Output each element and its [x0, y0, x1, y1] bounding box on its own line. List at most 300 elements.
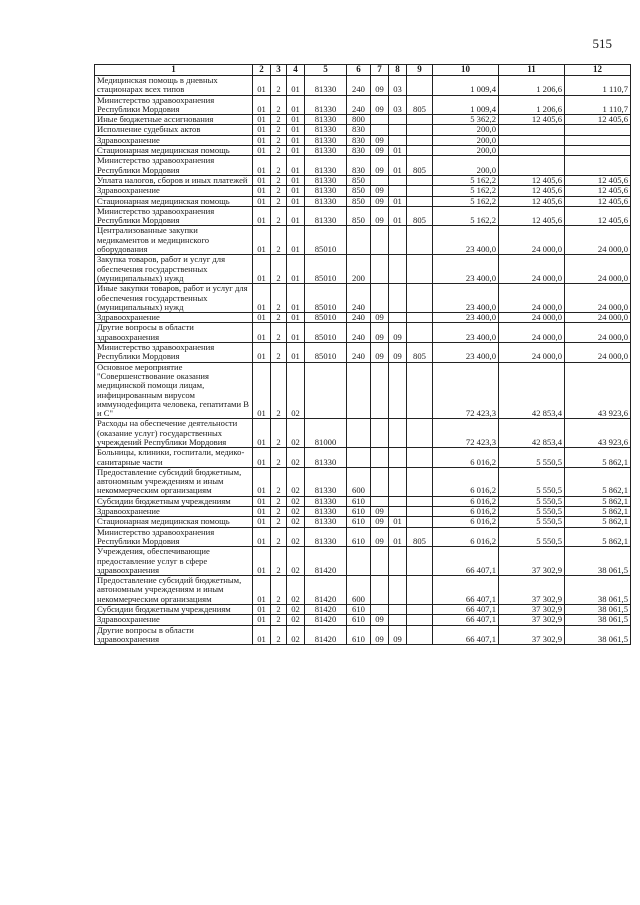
amount-year-2: 42 853,4 [499, 419, 565, 448]
section-code: 01 [253, 95, 271, 115]
amount-year-3: 24 000,0 [565, 255, 631, 284]
table-row [95, 419, 631, 448]
subsection: 01 [389, 146, 407, 156]
amount-year-1: 23 400,0 [433, 284, 499, 313]
section [371, 496, 389, 506]
ministry-code [407, 517, 433, 527]
expense-type-code: 850 [347, 206, 371, 226]
subsection: 01 [389, 527, 407, 547]
subprogram-code: 2 [271, 313, 287, 323]
section-code: 01 [253, 313, 271, 323]
ministry-code [407, 448, 433, 468]
expense-type-code: 830 [347, 125, 371, 135]
subprogram-code: 2 [271, 196, 287, 206]
activity-code: 01 [287, 115, 305, 125]
activity-code: 01 [287, 135, 305, 145]
expense-item-code: 81330 [305, 206, 347, 226]
ministry-code [407, 226, 433, 255]
section [371, 284, 389, 313]
table-row [95, 115, 631, 125]
subprogram-code: 2 [271, 419, 287, 448]
amount-year-3: 38 061,5 [565, 615, 631, 625]
ministry-code [407, 115, 433, 125]
subsection: 01 [389, 196, 407, 206]
amount-year-1: 6 016,2 [433, 527, 499, 547]
amount-year-3: 24 000,0 [565, 284, 631, 313]
column-header: 6 [347, 65, 371, 76]
subprogram-code: 2 [271, 625, 287, 645]
amount-year-3 [565, 135, 631, 145]
column-header: 1 [95, 65, 253, 76]
expense-item-code: 81330 [305, 517, 347, 527]
expense-type-code: 600 [347, 467, 371, 496]
subprogram-code: 2 [271, 448, 287, 468]
row-name: Предоставление субсидий бюджетным, автономным учреждениям и иным некоммерческим организациям [95, 467, 253, 496]
amount-year-1: 200,0 [433, 125, 499, 135]
subsection [389, 125, 407, 135]
amount-year-3: 1 110,7 [565, 76, 631, 96]
subsection [389, 507, 407, 517]
activity-code: 02 [287, 362, 305, 419]
ministry-code [407, 625, 433, 645]
expense-type-code: 240 [347, 284, 371, 313]
expense-item-code: 81330 [305, 95, 347, 115]
row-name: Закупка товаров, работ и услуг для обеспечения государственных (муниципальных) нужд [95, 255, 253, 284]
section [371, 576, 389, 605]
expense-type-code: 240 [347, 76, 371, 96]
amount-year-1: 6 016,2 [433, 517, 499, 527]
activity-code: 02 [287, 527, 305, 547]
row-name: Иные бюджетные ассигнования [95, 115, 253, 125]
expense-type-code: 200 [347, 255, 371, 284]
row-name: Другие вопросы в области здравоохранения [95, 323, 253, 343]
table-row [95, 323, 631, 343]
amount-year-2: 24 000,0 [499, 226, 565, 255]
row-name: Расходы на обеспечение деятельности (оказание услуг) государственных учреждений Республики Мордовия [95, 419, 253, 448]
expense-item-code: 81330 [305, 115, 347, 125]
row-name: Здравоохранение [95, 507, 253, 517]
expense-type-code: 850 [347, 186, 371, 196]
table-row [95, 156, 631, 176]
expense-item-code: 81330 [305, 448, 347, 468]
row-name: Другие вопросы в области здравоохранения [95, 625, 253, 645]
amount-year-1: 66 407,1 [433, 615, 499, 625]
activity-code: 01 [287, 226, 305, 255]
subprogram-code: 2 [271, 95, 287, 115]
amount-year-2: 1 206,6 [499, 76, 565, 96]
expense-type-code: 830 [347, 135, 371, 145]
expense-type-code [347, 419, 371, 448]
amount-year-3: 5 862,1 [565, 448, 631, 468]
subprogram-code: 2 [271, 125, 287, 135]
expense-type-code: 850 [347, 175, 371, 185]
table-row [95, 175, 631, 185]
amount-year-2: 5 550,5 [499, 496, 565, 506]
expense-type-code: 830 [347, 156, 371, 176]
page-number: 515 [592, 36, 612, 51]
row-name: Здравоохранение [95, 615, 253, 625]
amount-year-2: 5 550,5 [499, 517, 565, 527]
row-name: Министерство здравоохранения Республики Мордовия [95, 206, 253, 226]
subprogram-code: 2 [271, 135, 287, 145]
expense-type-code: 610 [347, 615, 371, 625]
amount-year-2: 24 000,0 [499, 343, 565, 363]
amount-year-2: 12 405,6 [499, 175, 565, 185]
subprogram-code: 2 [271, 156, 287, 176]
subsection: 01 [389, 517, 407, 527]
row-name: Субсидии бюджетным учреждениям [95, 496, 253, 506]
subsection [389, 135, 407, 145]
subsection [389, 186, 407, 196]
section-code: 01 [253, 226, 271, 255]
subprogram-code: 2 [271, 496, 287, 506]
table-row [95, 95, 631, 115]
column-header: 11 [499, 65, 565, 76]
amount-year-2: 37 302,9 [499, 547, 565, 576]
section: 09 [371, 527, 389, 547]
row-name: Министерство здравоохранения Республики Мордовия [95, 95, 253, 115]
table-body [95, 76, 631, 645]
activity-code: 01 [287, 255, 305, 284]
amount-year-2: 5 550,5 [499, 467, 565, 496]
activity-code: 02 [287, 517, 305, 527]
table-row [95, 186, 631, 196]
subsection [389, 313, 407, 323]
section [371, 115, 389, 125]
amount-year-3: 38 061,5 [565, 547, 631, 576]
amount-year-2: 5 550,5 [499, 448, 565, 468]
row-name: Министерство здравоохранения Республики Мордовия [95, 527, 253, 547]
row-name: Централизованные закупки медикаментов и медицинского оборудования [95, 226, 253, 255]
activity-code: 02 [287, 419, 305, 448]
ministry-code [407, 507, 433, 517]
amount-year-1: 66 407,1 [433, 547, 499, 576]
amount-year-3: 43 923,6 [565, 419, 631, 448]
amount-year-1: 200,0 [433, 146, 499, 156]
expense-item-code: 81330 [305, 507, 347, 517]
activity-code: 02 [287, 605, 305, 615]
section-code: 01 [253, 527, 271, 547]
amount-year-3: 38 061,5 [565, 625, 631, 645]
section [371, 175, 389, 185]
section-code: 01 [253, 605, 271, 615]
subsection [389, 362, 407, 419]
amount-year-1: 66 407,1 [433, 605, 499, 615]
column-header: 2 [253, 65, 271, 76]
expense-item-code: 81420 [305, 625, 347, 645]
subsection [389, 284, 407, 313]
section-code: 01 [253, 615, 271, 625]
subprogram-code: 2 [271, 206, 287, 226]
amount-year-3: 5 862,1 [565, 527, 631, 547]
section: 09 [371, 186, 389, 196]
expense-item-code [305, 362, 347, 419]
activity-code: 01 [287, 323, 305, 343]
row-name: Больницы, клиники, госпитали, медико-санитарные части [95, 448, 253, 468]
amount-year-3: 12 405,6 [565, 186, 631, 196]
row-name: Иные закупки товаров, работ и услуг для обеспечения государственных (муниципальных) нужд [95, 284, 253, 313]
ministry-code [407, 146, 433, 156]
expense-type-code: 610 [347, 605, 371, 615]
amount-year-3: 5 862,1 [565, 517, 631, 527]
expense-item-code: 81000 [305, 419, 347, 448]
amount-year-1: 5 362,2 [433, 115, 499, 125]
table-row [95, 226, 631, 255]
section-code: 01 [253, 115, 271, 125]
expense-type-code: 610 [347, 527, 371, 547]
table-row [95, 625, 631, 645]
amount-year-1: 6 016,2 [433, 467, 499, 496]
table-row [95, 507, 631, 517]
section-code: 01 [253, 576, 271, 605]
amount-year-2: 37 302,9 [499, 576, 565, 605]
expense-item-code: 81420 [305, 576, 347, 605]
table-row [95, 135, 631, 145]
ministry-code [407, 313, 433, 323]
section-code: 01 [253, 625, 271, 645]
expense-item-code: 81330 [305, 196, 347, 206]
subprogram-code: 2 [271, 615, 287, 625]
table-row [95, 615, 631, 625]
activity-code: 02 [287, 496, 305, 506]
expense-item-code: 81330 [305, 135, 347, 145]
table-row [95, 605, 631, 615]
expense-item-code: 85010 [305, 323, 347, 343]
ministry-code [407, 615, 433, 625]
column-header: 5 [305, 65, 347, 76]
section-code: 01 [253, 284, 271, 313]
subsection [389, 175, 407, 185]
subprogram-code: 2 [271, 115, 287, 125]
section: 09 [371, 95, 389, 115]
column-header: 8 [389, 65, 407, 76]
activity-code: 01 [287, 146, 305, 156]
activity-code: 02 [287, 615, 305, 625]
subprogram-code: 2 [271, 76, 287, 96]
ministry-code [407, 284, 433, 313]
amount-year-1: 1 009,4 [433, 76, 499, 96]
expense-type-code: 240 [347, 323, 371, 343]
amount-year-3: 1 110,7 [565, 95, 631, 115]
table-row [95, 547, 631, 576]
table-row [95, 576, 631, 605]
activity-code: 02 [287, 576, 305, 605]
amount-year-2 [499, 146, 565, 156]
expense-type-code [347, 362, 371, 419]
row-name: Стационарная медицинская помощь [95, 517, 253, 527]
row-name: Исполнение судебных актов [95, 125, 253, 135]
amount-year-3 [565, 146, 631, 156]
subsection [389, 115, 407, 125]
activity-code: 02 [287, 448, 305, 468]
amount-year-2: 24 000,0 [499, 313, 565, 323]
amount-year-2: 1 206,6 [499, 95, 565, 115]
subprogram-code: 2 [271, 226, 287, 255]
ministry-code [407, 576, 433, 605]
section-code: 01 [253, 323, 271, 343]
ministry-code [407, 135, 433, 145]
ministry-code [407, 196, 433, 206]
subprogram-code: 2 [271, 175, 287, 185]
table-row [95, 255, 631, 284]
ministry-code [407, 76, 433, 96]
section: 09 [371, 146, 389, 156]
activity-code: 01 [287, 95, 305, 115]
ministry-code [407, 467, 433, 496]
amount-year-1: 5 162,2 [433, 196, 499, 206]
ministry-code: 805 [407, 206, 433, 226]
table-row [95, 146, 631, 156]
row-name: Стационарная медицинская помощь [95, 146, 253, 156]
column-header: 9 [407, 65, 433, 76]
activity-code: 01 [287, 76, 305, 96]
section-code: 01 [253, 496, 271, 506]
column-header: 7 [371, 65, 389, 76]
amount-year-3: 38 061,5 [565, 576, 631, 605]
expense-item-code: 81330 [305, 527, 347, 547]
expense-type-code: 610 [347, 517, 371, 527]
amount-year-2: 12 405,6 [499, 206, 565, 226]
section: 09 [371, 313, 389, 323]
subsection [389, 419, 407, 448]
ministry-code [407, 255, 433, 284]
amount-year-1: 5 162,2 [433, 186, 499, 196]
section: 09 [371, 196, 389, 206]
amount-year-2: 5 550,5 [499, 527, 565, 547]
ministry-code [407, 323, 433, 343]
amount-year-2: 24 000,0 [499, 284, 565, 313]
row-name: Здравоохранение [95, 186, 253, 196]
section-code: 01 [253, 419, 271, 448]
amount-year-2 [499, 125, 565, 135]
amount-year-1: 200,0 [433, 135, 499, 145]
subsection: 09 [389, 323, 407, 343]
section: 09 [371, 135, 389, 145]
ministry-code [407, 547, 433, 576]
activity-code: 01 [287, 284, 305, 313]
section-code: 01 [253, 125, 271, 135]
ministry-code [407, 125, 433, 135]
column-header: 4 [287, 65, 305, 76]
amount-year-3 [565, 125, 631, 135]
expense-item-code: 81330 [305, 146, 347, 156]
section-code: 01 [253, 186, 271, 196]
ministry-code: 805 [407, 527, 433, 547]
amount-year-3: 24 000,0 [565, 323, 631, 343]
amount-year-3 [565, 156, 631, 176]
amount-year-2: 37 302,9 [499, 615, 565, 625]
amount-year-2 [499, 156, 565, 176]
expense-item-code: 81420 [305, 615, 347, 625]
section-code: 01 [253, 547, 271, 576]
subsection [389, 605, 407, 615]
ministry-code: 805 [407, 156, 433, 176]
section [371, 605, 389, 615]
subsection [389, 496, 407, 506]
expense-item-code: 81330 [305, 156, 347, 176]
expense-type-code: 610 [347, 625, 371, 645]
table-row [95, 206, 631, 226]
row-name: Здравоохранение [95, 313, 253, 323]
section-code: 01 [253, 206, 271, 226]
activity-code: 02 [287, 467, 305, 496]
subsection [389, 255, 407, 284]
row-name: Основное мероприятие "Совершенствование оказания медицинской помощи лицам, инфицированным вирусом иммунодефицита человека, гепатитами В и С" [95, 362, 253, 419]
section [371, 547, 389, 576]
subsection: 09 [389, 343, 407, 363]
amount-year-3: 5 862,1 [565, 507, 631, 517]
row-name: Медицинская помощь в дневных стационарах всех типов [95, 76, 253, 96]
section-code: 01 [253, 146, 271, 156]
section [371, 255, 389, 284]
amount-year-2: 24 000,0 [499, 323, 565, 343]
expense-item-code: 85010 [305, 255, 347, 284]
section [371, 226, 389, 255]
row-name: Министерство здравоохранения Республики Мордовия [95, 156, 253, 176]
section-code: 01 [253, 196, 271, 206]
section-code: 01 [253, 362, 271, 419]
section: 09 [371, 76, 389, 96]
ministry-code [407, 186, 433, 196]
section-code: 01 [253, 156, 271, 176]
expense-type-code [347, 547, 371, 576]
activity-code: 01 [287, 196, 305, 206]
column-header: 3 [271, 65, 287, 76]
subsection: 01 [389, 156, 407, 176]
amount-year-3: 12 405,6 [565, 206, 631, 226]
section-code: 01 [253, 343, 271, 363]
subprogram-code: 2 [271, 576, 287, 605]
section-code: 01 [253, 76, 271, 96]
subprogram-code: 2 [271, 255, 287, 284]
activity-code: 01 [287, 206, 305, 226]
amount-year-2: 37 302,9 [499, 625, 565, 645]
row-name: Предоставление субсидий бюджетным, автономным учреждениям и иным некоммерческим организациям [95, 576, 253, 605]
section-code: 01 [253, 255, 271, 284]
subsection [389, 547, 407, 576]
column-header: 10 [433, 65, 499, 76]
section-code: 01 [253, 507, 271, 517]
amount-year-1: 5 162,2 [433, 206, 499, 226]
subsection: 03 [389, 95, 407, 115]
table-row [95, 313, 631, 323]
activity-code: 02 [287, 625, 305, 645]
activity-code: 01 [287, 313, 305, 323]
table-row [95, 448, 631, 468]
section [371, 362, 389, 419]
subprogram-code: 2 [271, 186, 287, 196]
section: 09 [371, 615, 389, 625]
expense-item-code: 81330 [305, 175, 347, 185]
expense-type-code: 830 [347, 146, 371, 156]
amount-year-3: 43 923,6 [565, 362, 631, 419]
amount-year-3: 12 405,6 [565, 196, 631, 206]
table-row [95, 125, 631, 135]
expense-item-code: 81330 [305, 186, 347, 196]
amount-year-2: 12 405,6 [499, 186, 565, 196]
expense-type-code: 240 [347, 343, 371, 363]
expense-item-code: 81420 [305, 547, 347, 576]
subprogram-code: 2 [271, 284, 287, 313]
expense-item-code: 81330 [305, 76, 347, 96]
amount-year-2 [499, 135, 565, 145]
activity-code: 02 [287, 507, 305, 517]
subprogram-code: 2 [271, 527, 287, 547]
subprogram-code: 2 [271, 547, 287, 576]
subprogram-code: 2 [271, 323, 287, 343]
amount-year-1: 23 400,0 [433, 323, 499, 343]
activity-code: 01 [287, 186, 305, 196]
